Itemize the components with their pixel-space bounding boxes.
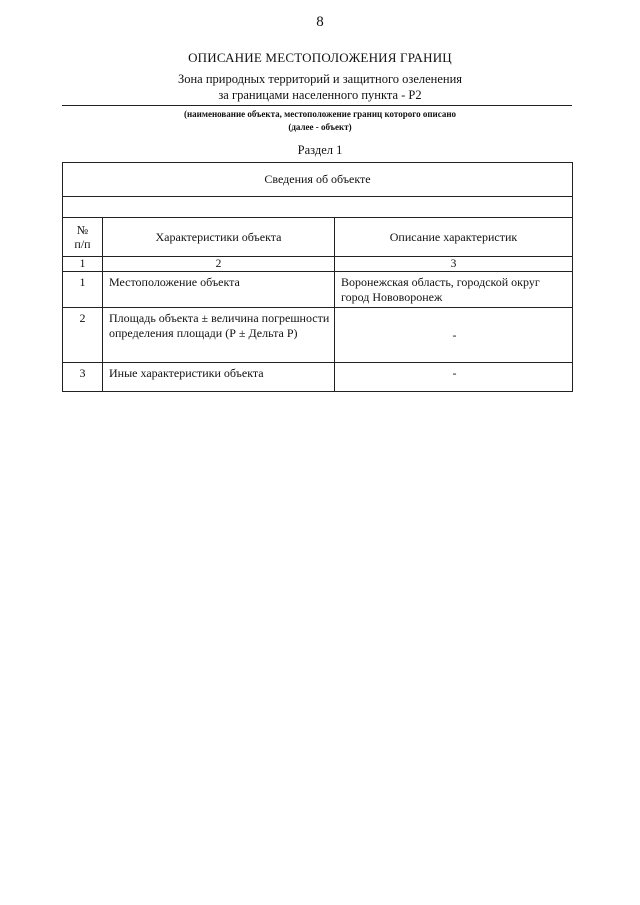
row-characteristic: Местоположение объекта bbox=[103, 272, 335, 308]
table-title-row bbox=[63, 163, 573, 197]
row-characteristic: Иные характеристики объекта bbox=[103, 363, 335, 392]
caption-line-1: (наименование объекта, местоположение границ которого описано bbox=[183, 109, 457, 119]
table-blank-cell bbox=[63, 197, 573, 218]
column-number-3: 3 bbox=[335, 257, 573, 272]
section-label: Раздел 1 bbox=[297, 143, 343, 157]
header-characteristic: Характеристики объекта bbox=[103, 218, 335, 257]
header-num bbox=[63, 218, 103, 257]
row-description: Воронежская область, городской округ город Нововоронеж bbox=[335, 272, 573, 308]
table-row bbox=[63, 308, 573, 363]
table-row bbox=[63, 272, 573, 308]
object-info-table bbox=[62, 162, 573, 392]
header-num-line-2: п/п bbox=[74, 237, 91, 251]
row-description: - bbox=[335, 308, 573, 363]
column-number-2: 2 bbox=[103, 257, 335, 272]
object-name-underline bbox=[62, 105, 572, 106]
table-column-numbers-row bbox=[63, 257, 573, 272]
row-number: 3 bbox=[63, 363, 103, 392]
table-title: Сведения об объекте bbox=[63, 163, 573, 197]
document-title: ОПИСАНИЕ МЕСТОПОЛОЖЕНИЯ ГРАНИЦ bbox=[188, 50, 452, 65]
column-number-1: 1 bbox=[63, 257, 103, 272]
row-number: 2 bbox=[63, 308, 103, 363]
table-header-row bbox=[63, 218, 573, 257]
object-name-caption bbox=[0, 108, 640, 134]
header-description: Описание характеристик bbox=[335, 218, 573, 257]
page-number: 8 bbox=[316, 14, 324, 30]
row-description: - bbox=[335, 363, 573, 392]
caption-line-2: (далее - объект) bbox=[288, 122, 352, 132]
header-num-line-1: № bbox=[76, 223, 89, 237]
object-name bbox=[0, 71, 640, 103]
object-name-line-1: Зона природных территорий и защитного озеленения bbox=[177, 72, 463, 86]
row-number: 1 bbox=[63, 272, 103, 308]
object-name-line-2: за границами населенного пункта - Р2 bbox=[218, 88, 422, 102]
table-row bbox=[63, 363, 573, 392]
row-characteristic: Площадь объекта ± величина погрешности определения площади (Р ± Дельта Р) bbox=[103, 308, 335, 363]
table-blank-row bbox=[63, 197, 573, 218]
